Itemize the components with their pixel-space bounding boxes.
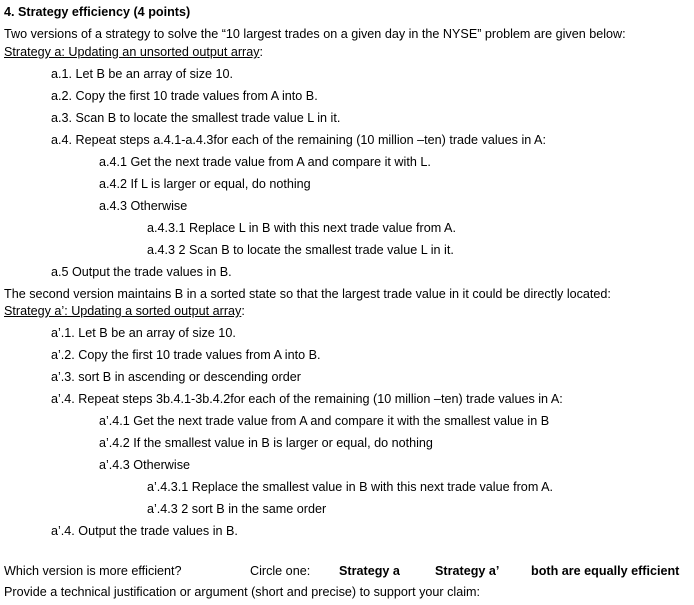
step-a4-3: a.4.3 Otherwise	[99, 199, 188, 213]
step-ap2: a’.2. Copy the first 10 trade values from A into B.	[51, 348, 321, 362]
step-ap1: a’.1. Let B be an array of size 10.	[51, 326, 236, 340]
justification-prompt: Provide a technical justification or argument (short and precise) to support your claim:	[4, 585, 480, 599]
strategy-a-prime-heading-colon: :	[241, 304, 245, 318]
step-ap4-3-1: a’.4.3.1 Replace the smallest value in B with this next trade value from A.	[147, 480, 554, 494]
intro-text: Two versions of a strategy to solve the “10 largest trades on a given day in the NYSE” problem are given below:	[4, 27, 626, 41]
question-prompt: Which version is more efficient?	[4, 564, 182, 578]
step-a2: a.2. Copy the first 10 trade values from A into B.	[51, 89, 318, 103]
step-a4-3-1: a.4.3.1 Replace L in B with this next trade value from A.	[147, 221, 456, 235]
step-ap4-1: a’.4.1 Get the next trade value from A and compare it with the smallest value in B	[99, 414, 550, 428]
strategy-a-heading	[4, 44, 263, 60]
option-strategy-a-prime[interactable]: Strategy a’	[435, 564, 500, 578]
step-ap4-3: a’.4.3 Otherwise	[99, 458, 190, 472]
strategy-a-heading-colon: :	[259, 45, 264, 59]
step-a1: a.1. Let B be an array of size 10.	[51, 67, 234, 81]
question-row	[0, 563, 694, 579]
option-equally-efficient[interactable]: both are equally efficient	[531, 564, 680, 578]
step-ap3: a’.3. sort B in ascending or descending order	[51, 370, 301, 384]
strategy-a-prime-heading-text: Strategy a’: Updating a sorted output array	[4, 304, 242, 318]
step-a4-3-2: a.4.3 2 Scan B to locate the smallest trade value L in it.	[147, 243, 454, 257]
step-ap4: a’.4. Repeat steps 3b.4.1-3b.4.2for each of the remaining (10 million –ten) trade values in A:	[51, 392, 563, 406]
step-a4: a.4. Repeat steps a.4.1-a.4.3for each of the remaining (10 million –ten) trade values in A:	[51, 133, 546, 147]
option-strategy-a[interactable]: Strategy a	[339, 564, 400, 578]
step-ap4-2: a’.4.2 If the smallest value in B is larger or equal, do nothing	[99, 436, 433, 450]
step-ap5: a’.4. Output the trade values in B.	[51, 524, 238, 538]
circle-one-label: Circle one:	[250, 564, 311, 578]
step-a4-2: a.4.2 If L is larger or equal, do nothing	[99, 177, 311, 191]
step-a3: a.3. Scan B to locate the smallest trade value L in it.	[51, 111, 341, 125]
problem-title: 4. Strategy efficiency (4 points)	[4, 5, 191, 19]
step-a4-1: a.4.1 Get the next trade value from A and compare it with L.	[99, 155, 431, 169]
strategy-a-prime-heading	[4, 303, 245, 319]
step-ap4-3-2: a’.4.3 2 sort B in the same order	[147, 502, 327, 516]
strategy-a-heading-text: Strategy a: Updating an unsorted output array	[4, 45, 260, 59]
step-a5: a.5 Output the trade values in B.	[51, 265, 232, 279]
transition-text: The second version maintains B in a sorted state so that the largest trade value in it could be directly located:	[4, 287, 611, 301]
